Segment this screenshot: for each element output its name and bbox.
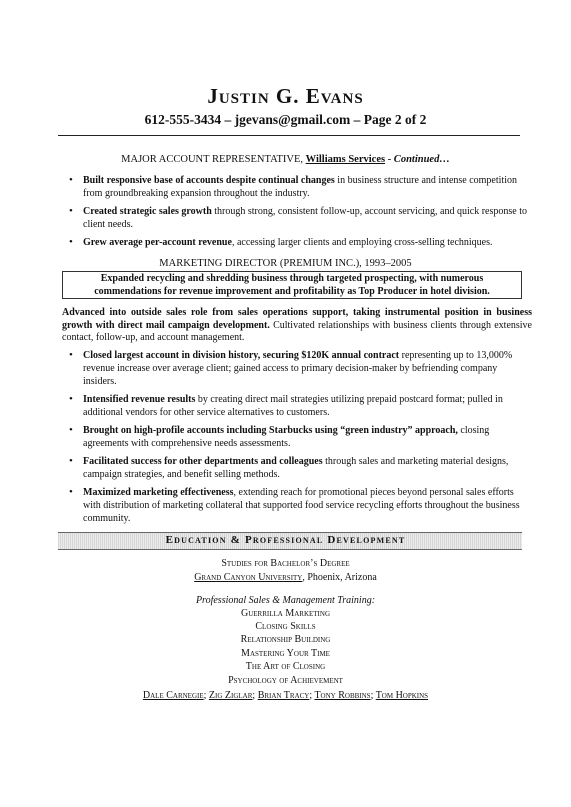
bullet-text: , extending reach for promotional pieces beyond personal sales efforts with distribution of marketing collateral that supported food service recycling efforts throughout the business community. (83, 487, 520, 524)
list-item (66, 205, 532, 231)
school-location: , Phoenix, Arizona (302, 572, 377, 583)
course-item: Guerrilla Marketing (241, 608, 330, 619)
course-item: The Art of Closing (245, 661, 326, 672)
list-item (66, 455, 532, 481)
course-item: Closing Skills (255, 621, 316, 632)
bullet-bold: Grew average per-account revenue (83, 237, 232, 248)
job1-bullets (66, 174, 532, 254)
bullet-bold: Built responsive base of accounts despite continual changes (83, 175, 335, 186)
highlight-line: commendations for revenue improvement and profitability as Top Producer in hotel division. (94, 285, 490, 297)
job1-continued: - Continued… (385, 154, 450, 165)
list-item (66, 424, 532, 450)
education-heading: Education & Professional Development (165, 534, 406, 546)
job2-summary (62, 307, 532, 345)
highlight-line: Expanded recycling and shredding business through targeted prospecting, with numerous (100, 273, 484, 284)
trainer: Tom Hopkins (375, 690, 429, 701)
trainer: Dale Carnegie (142, 690, 204, 701)
job1-title: MAJOR ACCOUNT REPRESENTATIVE, (121, 154, 306, 165)
job2-heading: MARKETING DIRECTOR (PREMIUM INC.), 1993–2005 (159, 258, 412, 269)
job2-highlight-box (62, 271, 522, 299)
candidate-name: Justin G. Evans (207, 84, 364, 108)
job1-heading (0, 154, 571, 165)
course-item: Mastering Your Time (241, 648, 330, 659)
job1-company: Williams Services (305, 154, 386, 165)
list-item (66, 349, 532, 388)
list-item (66, 174, 532, 200)
trainers-line: Dale Carnegie; Zig Ziglar; Brian Tracy; Tony Robbins; Tom Hopkins (142, 690, 429, 701)
summary-bold: Advanced into outside sales role from sales operations support, taking instrumental position in business growth with direct mail campaign development. (62, 307, 532, 331)
bullet-bold: Maximized marketing effectiveness (83, 487, 234, 498)
job2-bullets (66, 349, 532, 530)
training-heading: Professional Sales & Management Training: (195, 595, 376, 606)
course-item: Relationship Building (240, 634, 331, 645)
bullet-bold: Intensified revenue results (83, 394, 196, 405)
bullet-text: closing agreements with comprehensive needs assessments. (83, 425, 490, 449)
bullet-bold: Brought on high-profile accounts including Starbucks using “green industry” approach, (83, 425, 458, 436)
bullet-bold: Created strategic sales growth (83, 206, 212, 217)
bullet-bold: Facilitated success for other departments and colleagues (83, 456, 323, 467)
school-line (0, 572, 571, 583)
bullet-text: , accessing larger clients and employing cross-selling techniques. (231, 237, 493, 248)
header-divider (58, 135, 520, 136)
list-item (66, 486, 532, 525)
course-item: Psychology of Achievement (228, 675, 343, 686)
bullet-bold: Closed largest account in division history, securing $120K annual contract (83, 350, 400, 361)
bullet-text: representing up to 13,000% revenue increase over average client; gained access to primary decision-maker by befriending company insiders. (83, 350, 513, 387)
trainer: Zig Ziglar (208, 690, 253, 701)
list-item (66, 236, 532, 249)
trainer: Tony Robbins (314, 690, 371, 701)
contact-line: 612-555-3434 – jgevans@gmail.com – Page 2 of 2 (144, 112, 427, 127)
bullet-text: through sales and marketing material designs, campaign strategies, and benefit selling methods. (83, 456, 509, 480)
bullet-text: by creating direct mail strategies utilizing prepaid postcard format; pulled in additional vendors for other service alternatives to customers. (83, 394, 503, 418)
list-item (66, 393, 532, 419)
trainer: Brian Tracy (257, 690, 310, 701)
bullet-text: through strong, consistent follow-up, account servicing, and quick response to client needs. (83, 206, 527, 230)
bullet-text: in business structure and intense competition from groundbreaking expansion throughout the industry. (83, 175, 517, 199)
school-name: Grand Canyon University (194, 572, 303, 583)
summary-text: Cultivated relationships with business clients through extensive contact, follow-up, and account management. (62, 319, 532, 343)
degree: Studies for Bachelor’s Degree (221, 558, 350, 569)
